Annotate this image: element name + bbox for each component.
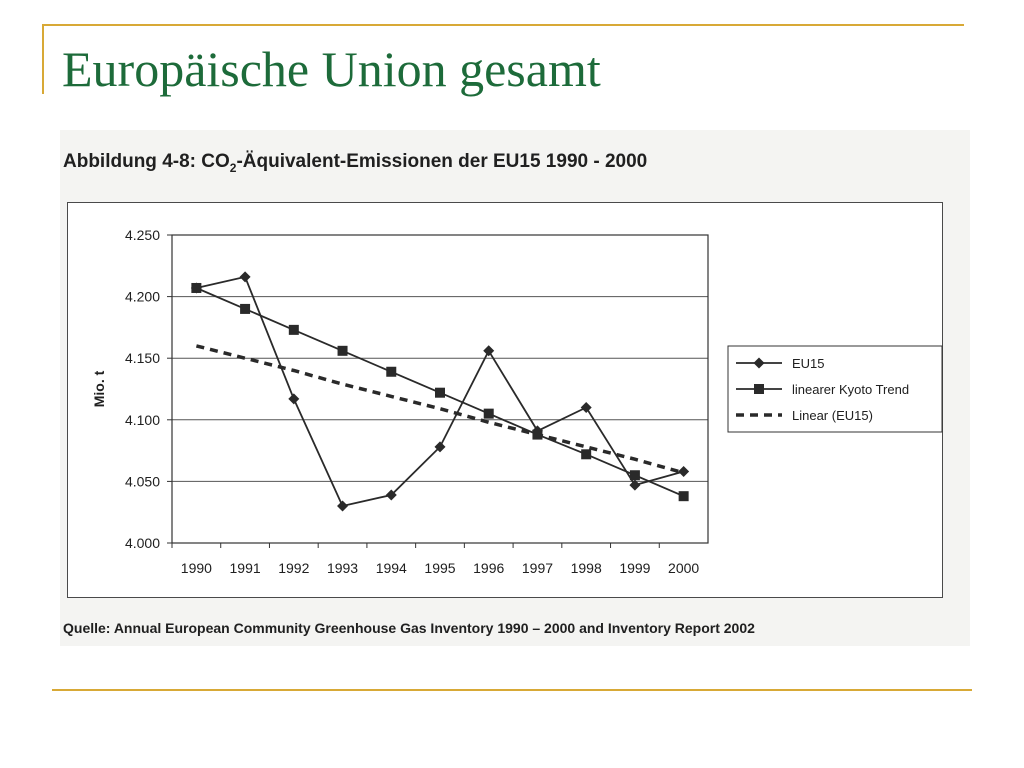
- series-line-linear-eu15: [196, 346, 683, 473]
- x-tick-label: 2000: [668, 560, 700, 576]
- data-point-linearer-kyoto-trend: [435, 388, 445, 398]
- data-point-linearer-kyoto-trend: [289, 325, 299, 335]
- y-tick-label: 4.200: [124, 288, 160, 305]
- x-tick-label: 1999: [619, 560, 651, 576]
- data-point-linearer-kyoto-trend: [679, 491, 689, 501]
- x-tick-label: 1992: [278, 560, 310, 576]
- figure-heading-subscript: 2: [229, 160, 237, 175]
- x-tick-label: 1995: [424, 560, 456, 576]
- data-point-eu15: [581, 402, 592, 413]
- x-tick-label: 1991: [229, 560, 261, 576]
- x-tick-label: 1998: [570, 560, 602, 576]
- scanned-figure: [60, 130, 970, 646]
- data-point-eu15: [337, 501, 348, 512]
- chart-frame: [67, 202, 943, 598]
- data-point-eu15: [483, 345, 494, 356]
- data-point-linearer-kyoto-trend: [191, 283, 201, 293]
- data-point-linearer-kyoto-trend: [240, 304, 250, 314]
- legend-label-linear-eu15: Linear (EU15): [792, 408, 873, 423]
- x-tick-label: 1993: [326, 560, 359, 576]
- data-point-eu15: [288, 393, 299, 404]
- legend-label-eu15: EU15: [792, 356, 825, 371]
- data-point-linearer-kyoto-trend: [386, 367, 396, 377]
- figure-heading-prefix: Abbildung 4-8: CO: [63, 151, 230, 172]
- slide-title: Europäische Union gesamt: [62, 41, 601, 97]
- x-tick-label: 1994: [375, 560, 407, 576]
- figure-heading-suffix: -Äquivalent-Emissionen der EU15 1990 - 2000: [236, 151, 648, 172]
- data-point-linearer-kyoto-trend: [484, 409, 494, 419]
- data-point-eu15: [678, 466, 689, 477]
- line-chart: [68, 203, 944, 599]
- y-tick-label: 4.000: [124, 535, 160, 551]
- legend-marker-linearer-kyoto-trend: [754, 384, 764, 394]
- y-tick-label: 4.050: [124, 473, 160, 490]
- x-tick-label: 1990: [180, 560, 212, 576]
- data-point-eu15: [240, 271, 251, 282]
- x-tick-label: 1997: [521, 560, 554, 576]
- bottom-accent-rule: [52, 689, 972, 691]
- data-point-linearer-kyoto-trend: [338, 346, 348, 356]
- figure-source: Quelle: Annual European Community Greenhouse Gas Inventory 1990 – 2000 and Inventory Report 2002: [63, 620, 755, 636]
- legend-label-linearer-kyoto-trend: linearer Kyoto Trend: [792, 382, 910, 397]
- y-tick-label: 4.100: [124, 411, 160, 428]
- y-axis-label: Mio. t: [91, 370, 107, 408]
- data-point-linearer-kyoto-trend: [630, 470, 640, 480]
- left-accent-rule: [42, 24, 44, 94]
- figure-heading: [63, 151, 647, 175]
- y-tick-label: 4.250: [124, 227, 160, 243]
- x-tick-label: 1996: [473, 560, 505, 576]
- y-tick-label: 4.150: [124, 350, 160, 367]
- data-point-linearer-kyoto-trend: [581, 449, 591, 459]
- top-accent-rule: [42, 24, 964, 26]
